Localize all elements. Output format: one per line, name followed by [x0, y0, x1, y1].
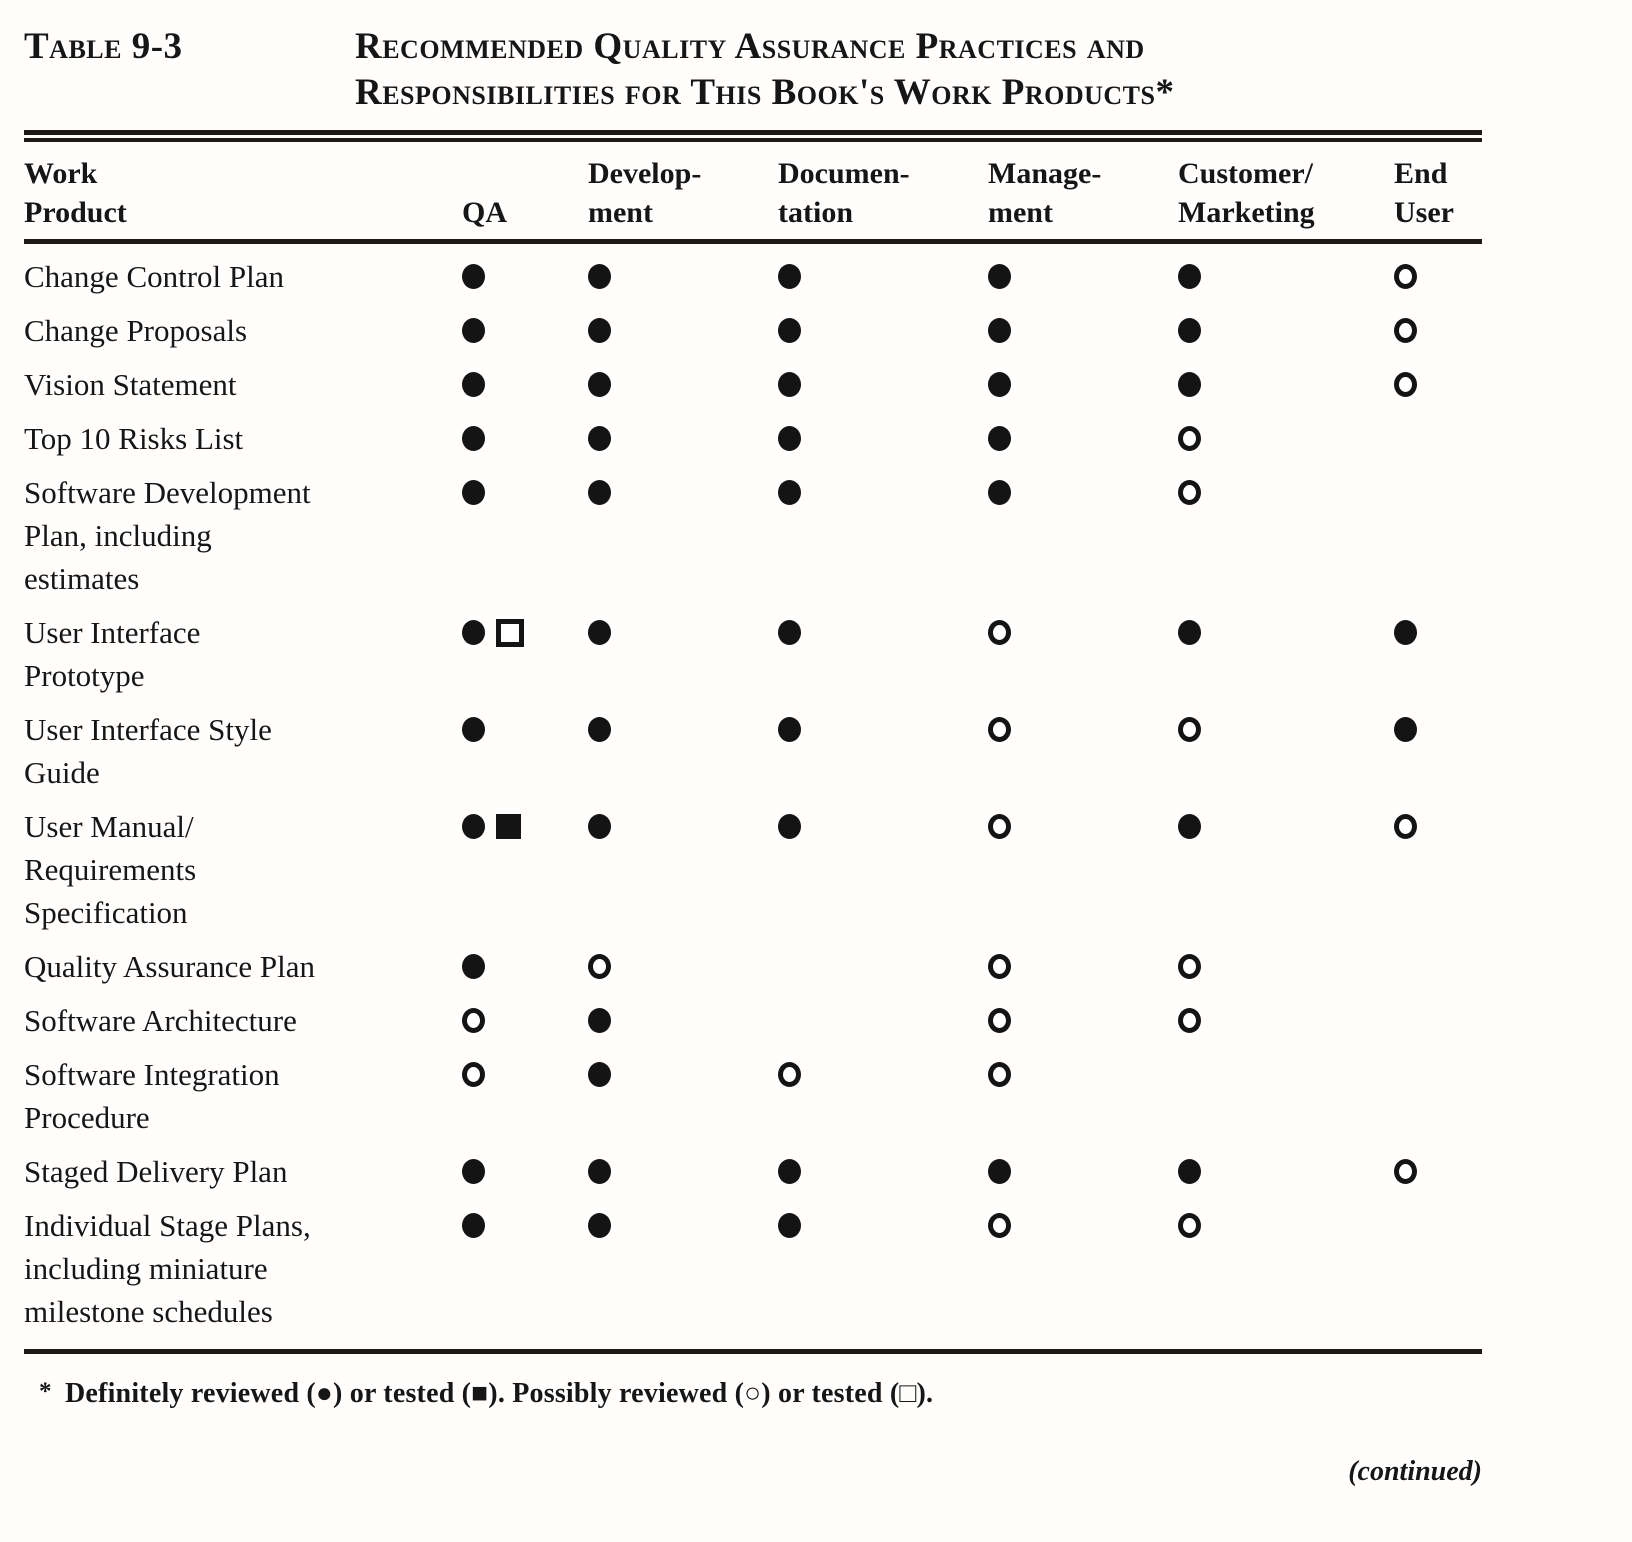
- cell-management: [988, 406, 1178, 460]
- open-circle-icon: [1178, 1008, 1201, 1033]
- work-product-line: Change Proposals: [24, 313, 248, 348]
- work-product-line: Requirements: [24, 852, 197, 887]
- filled-circle-icon: [588, 264, 611, 289]
- work-product-line: User Manual/: [24, 809, 194, 844]
- filled-circle-icon: [778, 1213, 801, 1238]
- cell-documentation: [778, 1193, 988, 1333]
- cell-management: [988, 460, 1178, 600]
- cell-documentation: [778, 1139, 988, 1193]
- cell-management: [988, 794, 1178, 934]
- cell-customer-marketing: [1178, 934, 1394, 988]
- cell-qa: [462, 406, 588, 460]
- cell-qa: [462, 242, 588, 299]
- page-content: [24, 24, 1482, 1488]
- filled-circle-icon: [588, 372, 611, 397]
- cell-management: [988, 697, 1178, 794]
- cell-qa: [462, 298, 588, 352]
- cell-management: [988, 1139, 1178, 1193]
- filled-circle-icon: [588, 620, 611, 645]
- cell-customer-marketing: [1178, 298, 1394, 352]
- work-product-cell: [24, 460, 462, 600]
- cell-management: [988, 352, 1178, 406]
- open-circle-icon: [988, 717, 1011, 742]
- cell-documentation: [778, 352, 988, 406]
- work-product-cell: [24, 1139, 462, 1193]
- cell-development: [588, 460, 778, 600]
- filled-circle-icon: [1178, 264, 1201, 289]
- cell-development: [588, 1193, 778, 1333]
- work-product-cell: [24, 298, 462, 352]
- cell-customer-marketing: [1178, 242, 1394, 299]
- work-product-line: Top 10 Risks List: [24, 421, 244, 456]
- cell-documentation: [778, 406, 988, 460]
- table-header: [24, 142, 1482, 242]
- open-circle-icon: [1394, 372, 1417, 397]
- work-product-cell: [24, 600, 462, 697]
- filled-circle-icon: [462, 264, 485, 289]
- open-circle-icon: [1394, 264, 1417, 289]
- cell-documentation: [778, 242, 988, 299]
- table-row: [24, 406, 1482, 460]
- filled-circle-icon: [588, 814, 611, 839]
- cell-development: [588, 794, 778, 934]
- cell-management: [988, 600, 1178, 697]
- cell-end-user: [1394, 298, 1482, 352]
- cell-documentation: [778, 298, 988, 352]
- open-circle-icon: [1178, 717, 1201, 742]
- filled-circle-icon: [462, 954, 485, 979]
- table-row: [24, 1139, 1482, 1193]
- cell-qa: [462, 1193, 588, 1333]
- filled-circle-icon: [778, 620, 801, 645]
- cell-end-user: [1394, 600, 1482, 697]
- work-product-line: User Interface: [24, 615, 201, 650]
- cell-management: [988, 242, 1178, 299]
- filled-circle-icon: [588, 1159, 611, 1184]
- cell-end-user: [1394, 934, 1482, 988]
- open-circle-icon: [1394, 1159, 1417, 1184]
- work-product-cell: [24, 988, 462, 1042]
- filled-square-icon: [496, 814, 521, 839]
- cell-management: [988, 988, 1178, 1042]
- filled-circle-icon: [462, 480, 485, 505]
- work-product-line: milestone schedules: [24, 1294, 273, 1329]
- work-product-cell: [24, 242, 462, 299]
- open-circle-icon: [988, 954, 1011, 979]
- open-circle-icon: [1178, 954, 1201, 979]
- filled-circle-icon: [588, 1213, 611, 1238]
- open-circle-icon: [588, 954, 611, 979]
- cell-development: [588, 1042, 778, 1139]
- double-rule-divider: [24, 130, 1482, 142]
- open-circle-icon: [1178, 480, 1201, 505]
- filled-circle-icon: [1178, 814, 1201, 839]
- cell-customer-marketing: [1178, 1042, 1394, 1139]
- footnote-text: Definitely reviewed (●) or tested (■). Possibly reviewed (○) or tested (□).: [65, 1378, 934, 1409]
- open-circle-icon: [1178, 426, 1201, 451]
- work-product-line: Prototype: [24, 658, 145, 693]
- work-product-cell: [24, 1042, 462, 1139]
- filled-circle-icon: [462, 1159, 485, 1184]
- cell-end-user: [1394, 352, 1482, 406]
- filled-circle-icon: [462, 717, 485, 742]
- filled-circle-icon: [778, 814, 801, 839]
- work-product-line: Plan, including: [24, 518, 212, 553]
- cell-qa: [462, 1139, 588, 1193]
- open-circle-icon: [462, 1062, 485, 1087]
- cell-end-user: [1394, 1139, 1482, 1193]
- cell-documentation: [778, 600, 988, 697]
- filled-circle-icon: [988, 426, 1011, 451]
- work-product-cell: [24, 794, 462, 934]
- filled-circle-icon: [1178, 372, 1201, 397]
- filled-circle-icon: [988, 372, 1011, 397]
- column-header-qa: QA: [462, 142, 588, 242]
- open-circle-icon: [1178, 1213, 1201, 1238]
- table-row: [24, 697, 1482, 794]
- work-product-cell: [24, 697, 462, 794]
- work-product-line: Vision Statement: [24, 367, 237, 402]
- table-row: [24, 352, 1482, 406]
- table-row: [24, 934, 1482, 988]
- cell-development: [588, 406, 778, 460]
- filled-circle-icon: [988, 480, 1011, 505]
- cell-end-user: [1394, 460, 1482, 600]
- cell-documentation: [778, 934, 988, 988]
- work-product-line: Staged Delivery Plan: [24, 1154, 288, 1189]
- cell-management: [988, 1042, 1178, 1139]
- table-row: [24, 460, 1482, 600]
- column-header-end-user: End User: [1394, 142, 1482, 242]
- filled-circle-icon: [778, 717, 801, 742]
- open-circle-icon: [988, 1062, 1011, 1087]
- cell-qa: [462, 794, 588, 934]
- continued-note: (continued): [1348, 1456, 1482, 1487]
- column-header-customer-marketing: Customer/ Marketing: [1178, 142, 1394, 242]
- work-product-line: Procedure: [24, 1100, 150, 1135]
- table-row: [24, 794, 1482, 934]
- filled-circle-icon: [588, 1062, 611, 1087]
- work-product-line: Software Integration: [24, 1057, 280, 1092]
- filled-circle-icon: [462, 814, 485, 839]
- filled-circle-icon: [1178, 318, 1201, 343]
- cell-customer-marketing: [1178, 352, 1394, 406]
- work-product-line: Specification: [24, 895, 188, 930]
- filled-circle-icon: [778, 1159, 801, 1184]
- qa-practices-table: [24, 142, 1482, 1333]
- cell-development: [588, 352, 778, 406]
- work-product-cell: [24, 352, 462, 406]
- cell-customer-marketing: [1178, 794, 1394, 934]
- table-row: [24, 600, 1482, 697]
- cell-customer-marketing: [1178, 988, 1394, 1042]
- table-title-line-2: Responsibilities for This Book's Work Products*: [355, 72, 1175, 113]
- open-square-icon: [496, 619, 524, 647]
- work-product-line: Software Development: [24, 475, 311, 510]
- cell-end-user: [1394, 794, 1482, 934]
- work-product-cell: [24, 1193, 462, 1333]
- filled-circle-icon: [588, 1008, 611, 1033]
- work-product-line: Guide: [24, 755, 100, 790]
- filled-circle-icon: [1394, 620, 1417, 645]
- table-row: [24, 298, 1482, 352]
- cell-documentation: [778, 460, 988, 600]
- filled-circle-icon: [588, 717, 611, 742]
- filled-circle-icon: [588, 480, 611, 505]
- filled-circle-icon: [778, 480, 801, 505]
- cell-development: [588, 242, 778, 299]
- work-product-line: Change Control Plan: [24, 259, 285, 294]
- work-product-line: Quality Assurance Plan: [24, 949, 316, 984]
- filled-circle-icon: [988, 264, 1011, 289]
- filled-circle-icon: [1178, 1159, 1201, 1184]
- table-caption: [24, 24, 1482, 116]
- filled-circle-icon: [778, 264, 801, 289]
- cell-customer-marketing: [1178, 697, 1394, 794]
- open-circle-icon: [988, 620, 1011, 645]
- open-circle-icon: [988, 1008, 1011, 1033]
- cell-customer-marketing: [1178, 406, 1394, 460]
- filled-circle-icon: [778, 372, 801, 397]
- cell-development: [588, 697, 778, 794]
- footnote: [24, 1378, 1482, 1410]
- cell-documentation: [778, 988, 988, 1042]
- filled-circle-icon: [1394, 717, 1417, 742]
- cell-end-user: [1394, 1193, 1482, 1333]
- open-circle-icon: [988, 1213, 1011, 1238]
- filled-circle-icon: [778, 318, 801, 343]
- filled-circle-icon: [462, 372, 485, 397]
- table-body: [24, 242, 1482, 1334]
- open-circle-icon: [1394, 814, 1417, 839]
- cell-qa: [462, 460, 588, 600]
- cell-documentation: [778, 794, 988, 934]
- open-circle-icon: [1394, 318, 1417, 343]
- table-row: [24, 242, 1482, 299]
- column-header-documentation: Documen- tation: [778, 142, 988, 242]
- filled-circle-icon: [988, 1159, 1011, 1184]
- cell-documentation: [778, 1042, 988, 1139]
- cell-end-user: [1394, 406, 1482, 460]
- filled-circle-icon: [1178, 620, 1201, 645]
- table-title-line-1: Recommended Quality Assurance Practices and: [355, 26, 1145, 67]
- cell-management: [988, 1193, 1178, 1333]
- work-product-cell: [24, 406, 462, 460]
- table-row: [24, 1042, 1482, 1139]
- table-row: [24, 1193, 1482, 1333]
- cell-qa: [462, 1042, 588, 1139]
- cell-customer-marketing: [1178, 1139, 1394, 1193]
- cell-customer-marketing: [1178, 460, 1394, 600]
- cell-qa: [462, 988, 588, 1042]
- cell-qa: [462, 600, 588, 697]
- cell-qa: [462, 352, 588, 406]
- filled-circle-icon: [988, 318, 1011, 343]
- filled-circle-icon: [462, 1213, 485, 1238]
- cell-qa: [462, 697, 588, 794]
- open-circle-icon: [462, 1008, 485, 1033]
- column-header-management: Manage- ment: [988, 142, 1178, 242]
- table-label: Table 9-3: [24, 26, 183, 67]
- filled-circle-icon: [462, 620, 485, 645]
- filled-circle-icon: [588, 318, 611, 343]
- column-header-work-product: Work Product: [24, 142, 462, 242]
- work-product-line: Software Architecture: [24, 1003, 297, 1038]
- cell-development: [588, 298, 778, 352]
- open-circle-icon: [988, 814, 1011, 839]
- table-title: [355, 24, 1174, 116]
- work-product-line: Individual Stage Plans,: [24, 1208, 311, 1243]
- cell-customer-marketing: [1178, 1193, 1394, 1333]
- cell-development: [588, 1139, 778, 1193]
- footnote-marker: *: [39, 1378, 52, 1405]
- header-row: [24, 142, 1482, 242]
- work-product-line: estimates: [24, 561, 140, 596]
- cell-development: [588, 600, 778, 697]
- cell-development: [588, 988, 778, 1042]
- cell-development: [588, 934, 778, 988]
- cell-qa: [462, 934, 588, 988]
- cell-end-user: [1394, 242, 1482, 299]
- column-header-development: Develop- ment: [588, 142, 778, 242]
- work-product-cell: [24, 934, 462, 988]
- cell-customer-marketing: [1178, 600, 1394, 697]
- work-product-line: User Interface Style: [24, 712, 272, 747]
- cell-end-user: [1394, 1042, 1482, 1139]
- bottom-rule-divider: [24, 1349, 1482, 1354]
- filled-circle-icon: [462, 318, 485, 343]
- cell-documentation: [778, 697, 988, 794]
- filled-circle-icon: [778, 426, 801, 451]
- filled-circle-icon: [588, 426, 611, 451]
- table-row: [24, 988, 1482, 1042]
- filled-circle-icon: [462, 426, 485, 451]
- cell-management: [988, 934, 1178, 988]
- open-circle-icon: [778, 1062, 801, 1087]
- work-product-line: including miniature: [24, 1251, 268, 1286]
- cell-management: [988, 298, 1178, 352]
- cell-end-user: [1394, 988, 1482, 1042]
- cell-end-user: [1394, 697, 1482, 794]
